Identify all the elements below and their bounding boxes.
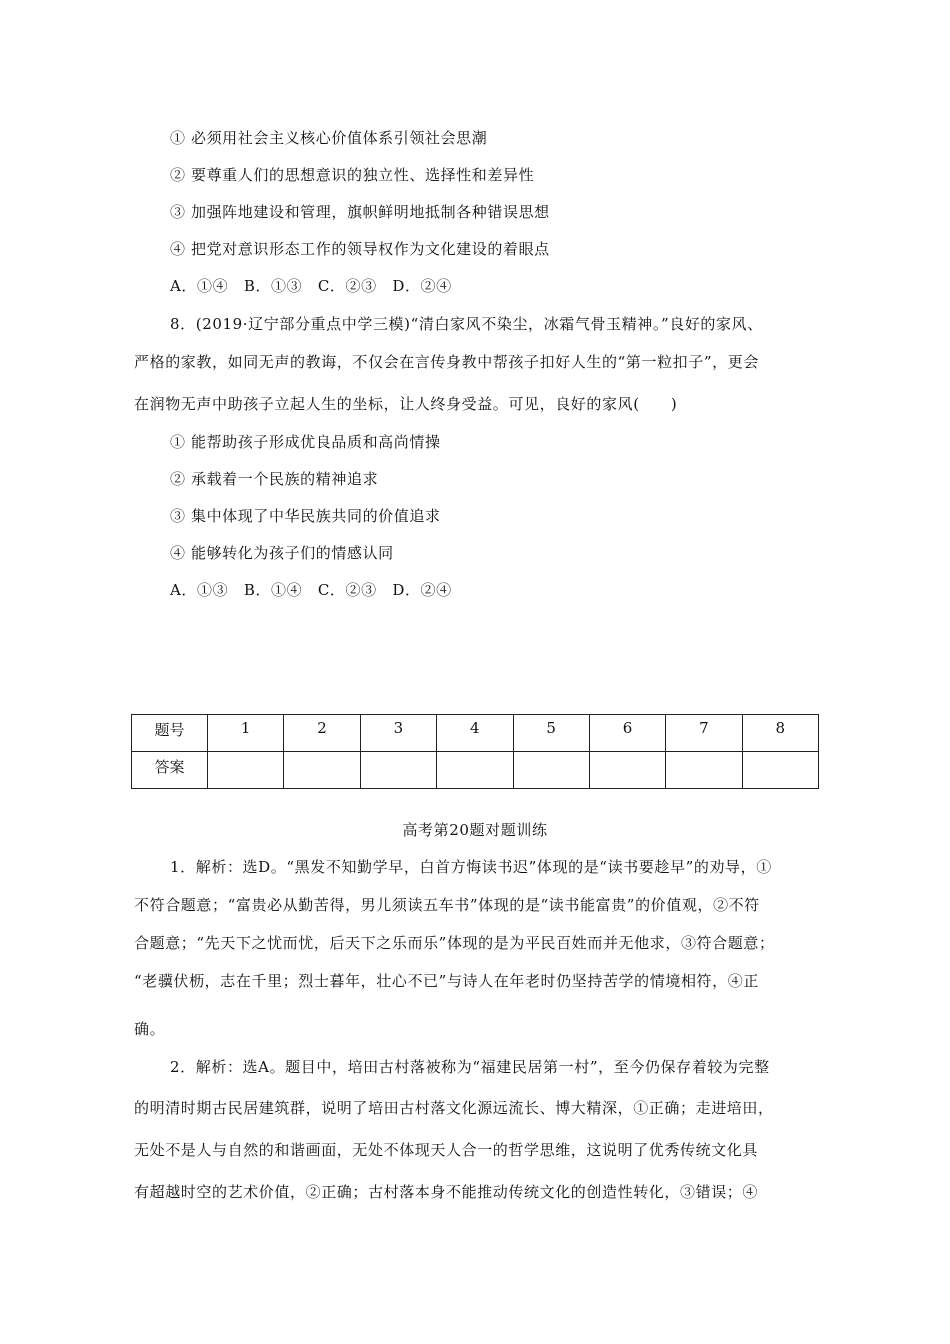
q7-choices: A．①④ B．①③ C．②③ D．②④ bbox=[170, 277, 452, 295]
q8-choices: A．①③ B．①④ C．②③ D．②④ bbox=[170, 581, 452, 599]
q7-option-3: ③ 加强阵地建设和管理，旗帜鲜明地抵制各种错误思想 bbox=[170, 203, 550, 221]
section-title: 高考第20题对题训练 bbox=[402, 821, 548, 839]
q7-option-1: ① 必须用社会主义核心价值体系引领社会思潮 bbox=[170, 129, 488, 147]
table-number-cell: 6 bbox=[589, 715, 665, 752]
analysis-2-line-1: 2．解析：选A。题目中，培田古村落被称为“福建民居第一村”，至今仍保存着较为完整 bbox=[170, 1058, 770, 1076]
table-number-cell: 7 bbox=[666, 715, 742, 752]
table-number-cell: 2 bbox=[284, 715, 360, 752]
analysis-1-line-5: 确。 bbox=[134, 1020, 166, 1038]
answer-cell[interactable] bbox=[589, 752, 665, 789]
answer-cell[interactable] bbox=[513, 752, 589, 789]
q8-option-3: ③ 集中体现了中华民族共同的价值追求 bbox=[170, 507, 441, 525]
table-number-cell: 4 bbox=[437, 715, 513, 752]
analysis-1-line-2: 不符合题意；“富贵必从勤苦得，男儿须读五车书”体现的是“读书能富贵”的价值观，②不符 bbox=[134, 896, 760, 914]
table-row-answers bbox=[132, 752, 819, 789]
q8-option-2: ② 承载着一个民族的精神追求 bbox=[170, 470, 379, 488]
table-answer-label: 答案 bbox=[132, 752, 208, 789]
table-number-cell: 8 bbox=[742, 715, 818, 752]
analysis-2-line-4: 有超越时空的艺术价值，②正确；古村落本身不能推动传统文化的创造性转化，③错误；④ bbox=[134, 1183, 759, 1201]
table-row-numbers bbox=[132, 715, 819, 752]
q7-option-4: ④ 把党对意识形态工作的领导权作为文化建设的着眼点 bbox=[170, 240, 550, 258]
table-number-cell: 1 bbox=[208, 715, 284, 752]
q8-stem-line-3: 在润物无声中助孩子立起人生的坐标，让人终身受益。可见，良好的家风( ) bbox=[134, 395, 678, 413]
answer-cell[interactable] bbox=[742, 752, 818, 789]
analysis-1-line-1: 1．解析：选D。“黑发不知勤学早，白首方悔读书迟”体现的是“读书要趁早”的劝导，① bbox=[170, 858, 772, 876]
analysis-1-line-4: “老骥伏枥，志在千里；烈士暮年，壮心不已”与诗人在年老时仍坚持苦学的情境相符，④正 bbox=[134, 972, 759, 990]
analysis-2-line-3: 无处不是人与自然的和谐画面，无处不体现天人合一的哲学思维，这说明了优秀传统文化具 bbox=[134, 1141, 759, 1159]
q7-option-2: ② 要尊重人们的思想意识的独立性、选择性和差异性 bbox=[170, 166, 535, 184]
answer-cell[interactable] bbox=[666, 752, 742, 789]
table-number-cell: 5 bbox=[513, 715, 589, 752]
answer-cell[interactable] bbox=[208, 752, 284, 789]
table-header-label: 题号 bbox=[132, 715, 208, 752]
q8-option-1: ① 能帮助孩子形成优良品质和高尚情操 bbox=[170, 433, 441, 451]
table-number-cell: 3 bbox=[360, 715, 436, 752]
analysis-2-line-2: 的明清时期古民居建筑群，说明了培田古村落文化源远流长、博大精深，①正确；走进培田， bbox=[134, 1099, 774, 1117]
analysis-1-line-3: 合题意；“先天下之忧而忧，后天下之乐而乐”体现的是为平民百姓而并无他求，③符合题意； bbox=[134, 934, 775, 952]
answer-table bbox=[131, 714, 819, 789]
q8-option-4: ④ 能够转化为孩子们的情感认同 bbox=[170, 544, 394, 562]
answer-cell[interactable] bbox=[437, 752, 513, 789]
answer-cell[interactable] bbox=[284, 752, 360, 789]
q8-stem-line-2: 严格的家教，如同无声的教诲，不仅会在言传身教中帮孩子扣好人生的“第一粒扣子”，更会 bbox=[134, 353, 759, 371]
q8-stem-line-1: 8．(2019·辽宁部分重点中学三模)“清白家风不染尘，冰霜气骨玉精神。”良好的家风、 bbox=[170, 315, 763, 333]
answer-cell[interactable] bbox=[360, 752, 436, 789]
